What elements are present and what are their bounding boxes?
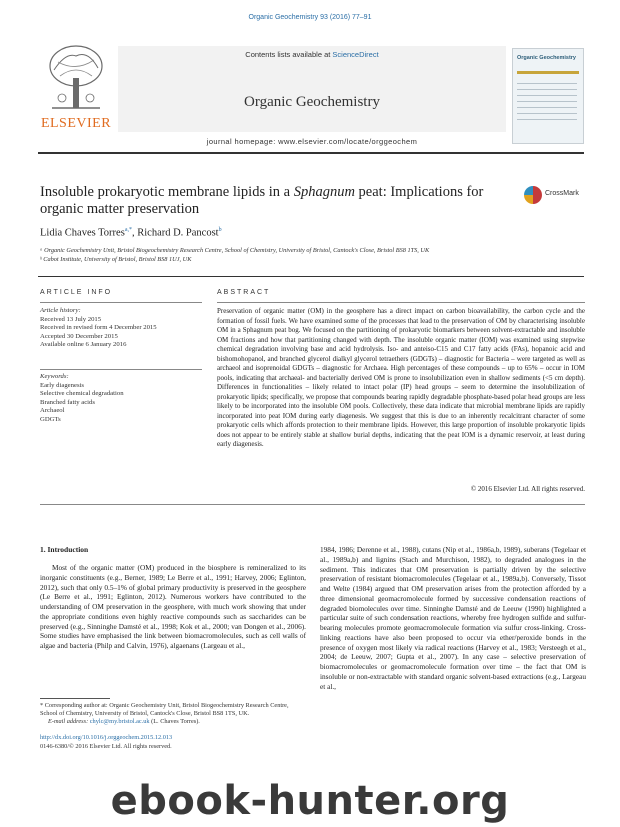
affiliation-b: ᵇ Cabot Institute, University of Bristol, Bristol BS8 1UJ, UK bbox=[40, 256, 192, 263]
crossmark-label: CrossMark bbox=[545, 190, 579, 197]
title-part-1: Insoluble prokaryotic membrane lipids in a bbox=[40, 184, 294, 200]
homepage-prefix: journal homepage: bbox=[206, 137, 279, 146]
article-info-divider bbox=[40, 302, 202, 303]
keywords-divider bbox=[40, 369, 202, 370]
watermark: ebook-hunter.org bbox=[110, 778, 510, 824]
crossmark-icon bbox=[524, 186, 542, 204]
author-1[interactable]: Lidia Chaves Torres bbox=[40, 227, 125, 239]
cover-line bbox=[517, 89, 577, 90]
contents-prefix: Contents lists available at bbox=[245, 50, 333, 59]
email-link[interactable]: chylc@my.bristol.ac.uk bbox=[89, 718, 150, 725]
introduction-heading: 1. Introduction bbox=[40, 545, 89, 554]
history-item: Received 13 July 2015 bbox=[40, 315, 102, 323]
homepage-url-link[interactable]: www.elsevier.com/locate/orggeochem bbox=[278, 137, 418, 146]
email-suffix: (L. Chaves Torres). bbox=[149, 718, 200, 725]
cover-accent-bar bbox=[517, 71, 579, 74]
keywords-label: Keywords: bbox=[40, 373, 69, 380]
cover-title: Organic Geochemistry bbox=[517, 55, 576, 61]
history-item: Accepted 30 December 2015 bbox=[40, 332, 118, 340]
sciencedirect-link[interactable]: ScienceDirect bbox=[332, 50, 379, 59]
author-separator: , bbox=[131, 227, 138, 239]
abstract-heading: ABSTRACT bbox=[217, 289, 271, 296]
journal-homepage bbox=[118, 137, 506, 146]
corresponding-author-note: * Corresponding author at: Organic Geochemistry Unit, Bristol Biogeochemistry Research Centre, School of Chemistry, University of Bristol, Cantock's Close, Bristol BS8 1TS, UK. bbox=[40, 702, 289, 717]
intro-left-column: Most of the organic matter (OM) produced in the biosphere is remineralized to its inorganic constituents (e.g., Berner, 1989; Le Berre et al., 1991; Harvey, 2006; Eglinton, 2012), such that only 0.5–1% of global primary productivity is preserved in the geosphere (Le Berre et al., 1991; Eglinton, 2012). Numerous workers have contributed to the understanding of OM preservation in the geosphere, with much work showing that under the appropriate conditions even highly reactive compounds such as saccharides can be preserved (e.g., Sinninghe Damsté et al., 1998; Kok et al., 2000; van Dongen et al., 2006). Some studies have emphasised the link between biomacromolecules, such as cell walls of algae and bacteria (Philp and Calvin, 1976), algaenans (Largeau et al., bbox=[40, 563, 306, 650]
intro-right-column: 1984, 1986; Derenne et al., 1988), cutans (Nip et al., 1986a,b, 1989), suberans (Tegelaar et al., 1989a,b) and lignins (Stach and Murchison, 1982), to degraded analogues in the sediment. This indicates that OM preservation is partially driven by the selective preservation of resistant biomacromolecules (Tegelaar et al., 1989a,b). Conversely, Tissot and Welte (1984) argued that OM preservation arises from the protection afforded by a three dimensional geomacromolecule formed by successive condensation reactions of degraded biomolecules over time. Sinninghe Damsté and de Leeuw (1990) highlighted a particular suite of such condensation reactions, whereby free hydrogen sulfide and sulfur-bearing molecules promote geomacromolecule formation via sulfur cross-linking. Cross-linking reactions have also been proposed to occur via ether/peroxide bonds in the presence of oxygen most likely via radical reactions (Harvey et al., 1983; Versteegh et al., 2004; de Leeuw, 2007; Gupta et al., 2007). In any case – selective preservation of biomacromolecules or geomacromolecule formation over time – the fact that OM is insoluble or non-extractable with standard organic solvent-based extractions (e.g., Largeau et al., bbox=[320, 545, 586, 691]
cover-line bbox=[517, 101, 577, 102]
cover-line bbox=[517, 107, 577, 108]
keyword-item: Early diagenesis bbox=[40, 381, 85, 389]
keyword-item: Branched fatty acids bbox=[40, 398, 95, 406]
article-info-heading: ARTICLE INFO bbox=[40, 289, 113, 296]
header-divider bbox=[38, 152, 584, 154]
issn-line: 0146-6380/© 2016 Elsevier Ltd. All rights reserved. bbox=[40, 743, 172, 750]
history-label: Article history: bbox=[40, 307, 81, 314]
title-part-2: peat: Implications for organic matter preservation bbox=[40, 184, 484, 217]
tree-icon bbox=[46, 42, 106, 112]
author-2-marks[interactable]: b bbox=[218, 227, 222, 233]
journal-title: Organic Geochemistry bbox=[244, 94, 380, 110]
abstract-text: Preservation of organic matter (OM) in the geosphere has a direct impact on carbon bioavailability, the carbon cycle and the formation of fossil fuels. We have examined some of the processes that lead to the preservation of OM by characterising insoluble OM in a Sphagnum peat bog. We focused on the partitioning of prokaryotic biomarkers between solvent-extractable and insoluble OM fractions and how that partitioning changed with depth. The insoluble organic matter (IOM) was examined using stepwise chemical degradation involving base and acid hydrolysis. Iso- and anteiso-C15 and C17 fatty acids (FAs), hopanoic acid and bishomohopanol, and branched glycerol dialkyl glycerol tetraethers (GDGTs) – diagnostic for Bacteria – were targeted as well as archaeol and isoprenoidal GDGTs – diagnostic for Archaea. High percentages of these compounds – up to 65% – occur in IOM pools, indicating that archaeal- and bacterially derived OM is prone to insolubilization even in shallow sediments (<5 cm depth). Differences in functionalities – likely related to intact polar (IP) head groups – seem to determine the insolubilization of prokaryotic lipids; specifically, we propose that compounds bearing rapidly degradable phosphate-based polar head groups are less likely to be incorporated into the insoluble OM pools. Collectively, these data indicate that microbial membrane lipids are rapidly incorporated into peat IOM during early diagenesis. We suggest that this is due to an inherently recalcitrant character of some prokaryotic cells which affords protection to their membrane lipids. However, this large proportion of insoluble prokaryotic lipids does not appear to be entirely stable at shallow burial depths, indicating that the peat IOM is a dynamic reservoir, at least during early diagenesis. bbox=[217, 307, 585, 448]
title-italic: Sphagnum bbox=[293, 184, 355, 200]
author-2[interactable]: Richard D. Pancost bbox=[137, 227, 219, 239]
footnote bbox=[40, 702, 306, 726]
article-history bbox=[40, 307, 202, 350]
abstract-end-divider bbox=[40, 504, 585, 505]
elsevier-wordmark: ELSEVIER bbox=[40, 116, 112, 131]
abstract-copyright: © 2016 Elsevier Ltd. All rights reserved. bbox=[470, 485, 585, 493]
contents-availability bbox=[118, 50, 506, 59]
history-item: Received in revised form 4 December 2015 bbox=[40, 324, 157, 332]
author-list bbox=[40, 227, 222, 239]
journal-reference-link[interactable]: Organic Geochemistry 93 (2016) 77–91 bbox=[248, 14, 372, 21]
keywords-list bbox=[40, 373, 202, 425]
crossmark-button[interactable] bbox=[524, 186, 586, 206]
elsevier-logo bbox=[40, 42, 112, 142]
article-title bbox=[40, 184, 510, 218]
keyword-item: Archaeol bbox=[40, 407, 65, 415]
footnote-divider bbox=[40, 698, 110, 699]
email-label: E-mail address: bbox=[48, 718, 90, 725]
cover-line bbox=[517, 119, 577, 120]
affiliation-a: ᵃ Organic Geochemistry Unit, Bristol Biogeochemistry Research Centre, School of Chemistry, University of Bristol, Cantock's Close, Bristol BS8 1TS, UK bbox=[40, 247, 430, 254]
cover-line bbox=[517, 95, 577, 96]
author-1-marks[interactable]: a,* bbox=[124, 227, 132, 233]
journal-cover-thumbnail[interactable] bbox=[512, 48, 584, 144]
cover-line bbox=[517, 83, 577, 84]
abstract-divider bbox=[217, 302, 585, 303]
keyword-item: GDGTs bbox=[40, 415, 61, 423]
email-line bbox=[40, 718, 306, 726]
keyword-item: Selective chemical degradation bbox=[40, 390, 124, 398]
doi-link[interactable]: http://dx.doi.org/10.1016/j.orggeochem.2015.12.013 bbox=[40, 734, 173, 741]
affiliation-divider bbox=[38, 276, 584, 277]
history-item: Available online 6 January 2016 bbox=[40, 341, 127, 349]
cover-line bbox=[517, 113, 577, 114]
